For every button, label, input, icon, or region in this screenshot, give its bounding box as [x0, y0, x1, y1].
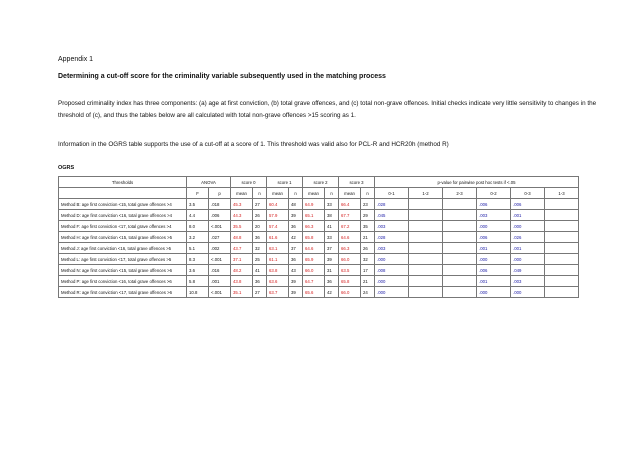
- pair-header: 0-3: [511, 188, 545, 199]
- score3-n: 26: [361, 243, 375, 254]
- score3-mean: 66.4: [339, 199, 361, 210]
- score3-mean: 67.2: [339, 221, 361, 232]
- score0-n: 26: [253, 210, 267, 221]
- score3-n: 21: [361, 232, 375, 243]
- score3-mean: 65.8: [339, 276, 361, 287]
- score0-n: 20: [253, 221, 267, 232]
- n-header: n: [361, 188, 375, 199]
- score1-mean: 57.4: [267, 221, 289, 232]
- posthoc-0-2: .000: [477, 254, 511, 265]
- score1-n: 39: [289, 276, 303, 287]
- score0-n: 32: [253, 243, 267, 254]
- posthoc-1-2: [409, 199, 443, 210]
- posthoc-2-3: [443, 232, 477, 243]
- posthoc-0-1: .008: [375, 265, 409, 276]
- score0-n: 36: [253, 276, 267, 287]
- table-row: [59, 287, 579, 298]
- posthoc-1-3: [545, 287, 579, 298]
- score0-n: 27: [253, 287, 267, 298]
- score1-n: 42: [289, 232, 303, 243]
- posthoc-1-3: [545, 210, 579, 221]
- table-row: [59, 199, 579, 210]
- score1-mean: 61.6: [267, 232, 289, 243]
- posthoc-0-2: .006: [477, 265, 511, 276]
- posthoc-1-2: [409, 210, 443, 221]
- n-header: n: [289, 188, 303, 199]
- score2-n: 37: [325, 243, 339, 254]
- posthoc-2-3: [443, 221, 477, 232]
- posthoc-0-2: .000: [477, 221, 511, 232]
- posthoc-1-3: [545, 254, 579, 265]
- posthoc-2-3: [443, 276, 477, 287]
- method-label: Method L: age first conviction <17, total grave offences >5: [59, 254, 187, 265]
- score3-n: 21: [361, 276, 375, 287]
- anova-header: ANOVA: [187, 177, 231, 188]
- score2-mean: 66.3: [303, 221, 325, 232]
- f-value: 8.0: [187, 221, 209, 232]
- appendix-heading: Appendix 1: [58, 56, 94, 63]
- score3-n: 24: [361, 287, 375, 298]
- info-paragraph: Information in the OGRS table supports the use of a cut-off at a score of 1. This threshold was valid also for PCL-R and HCR20h (method R): [58, 141, 449, 148]
- posthoc-0-2: .001: [477, 243, 511, 254]
- posthoc-0-3: .026: [511, 232, 545, 243]
- method-label: Method N: age first conviction <15, total grave offences >6: [59, 265, 187, 276]
- posthoc-0-3: .000: [511, 287, 545, 298]
- score0-mean: 35.5: [231, 221, 253, 232]
- table-row: [59, 265, 579, 276]
- score1-mean: 60.4: [267, 199, 289, 210]
- method-label: Method H: age first conviction <15, total grave offences >5: [59, 232, 187, 243]
- f-value: 3.5: [187, 199, 209, 210]
- f-value: 5.1: [187, 243, 209, 254]
- score2-n: 33: [325, 232, 339, 243]
- score1-mean: 63.6: [267, 276, 289, 287]
- score0-mean: 48.2: [231, 265, 253, 276]
- posthoc-2-3: [443, 210, 477, 221]
- method-label: Method D: age first conviction <16, total grave offences >4: [59, 210, 187, 221]
- posthoc-2-3: [443, 254, 477, 265]
- section-title: Determining a cut-off score for the criminality variable subsequently used in the matching process: [58, 73, 386, 80]
- posthoc-0-2: .006: [477, 199, 511, 210]
- score3-n: 32: [361, 254, 375, 265]
- posthoc-2-3: [443, 243, 477, 254]
- score0-mean: 43.7: [231, 243, 253, 254]
- p-value: .001: [209, 276, 231, 287]
- posthoc-1-3: [545, 265, 579, 276]
- score3-mean: 66.0: [339, 287, 361, 298]
- table-row: [59, 254, 579, 265]
- table-row: [59, 221, 579, 232]
- score0-n: 36: [253, 232, 267, 243]
- score0-mean: 43.8: [231, 276, 253, 287]
- score2-n: 42: [325, 287, 339, 298]
- p-value: .016: [209, 265, 231, 276]
- p-value: <.001: [209, 287, 231, 298]
- score2-mean: 65.8: [303, 232, 325, 243]
- posthoc-0-1: .000: [375, 254, 409, 265]
- score3-mean: 67.7: [339, 210, 361, 221]
- mean-header: mean: [267, 188, 289, 199]
- score0-mean: 35.1: [231, 287, 253, 298]
- score3-n: 23: [361, 199, 375, 210]
- f-value: 8.3: [187, 254, 209, 265]
- score3-n: 35: [361, 221, 375, 232]
- thresholds-header: Thresholds: [59, 177, 187, 188]
- method-label: Method F: age first conviction <17, total grave offences >4: [59, 221, 187, 232]
- score2-n: 31: [325, 265, 339, 276]
- posthoc-1-3: [545, 232, 579, 243]
- posthoc-0-1: .003: [375, 221, 409, 232]
- score1-n: 37: [289, 243, 303, 254]
- f-value: 3.2: [187, 232, 209, 243]
- posthoc-1-3: [545, 243, 579, 254]
- header-row-2: [59, 188, 579, 199]
- score3-mean: 66.3: [339, 243, 361, 254]
- score3-n: 17: [361, 265, 375, 276]
- score3-header: score 3: [339, 177, 375, 188]
- posthoc-2-3: [443, 287, 477, 298]
- table-row: [59, 243, 579, 254]
- posthoc-0-2: .003: [477, 210, 511, 221]
- score1-mean: 57.9: [267, 210, 289, 221]
- score2-mean: 66.0: [303, 265, 325, 276]
- empty-header: [59, 188, 187, 199]
- f-header: F: [187, 188, 209, 199]
- score0-header: score 0: [231, 177, 267, 188]
- score1-n: 43: [289, 265, 303, 276]
- table-row: [59, 232, 579, 243]
- posthoc-1-3: [545, 221, 579, 232]
- posthoc-0-3: .049: [511, 265, 545, 276]
- score3-mean: 64.6: [339, 232, 361, 243]
- table-row: [59, 210, 579, 221]
- p-value: .027: [209, 232, 231, 243]
- posthoc-0-3: .006: [511, 199, 545, 210]
- posthoc-2-3: [443, 199, 477, 210]
- score1-mean: 63.8: [267, 265, 289, 276]
- intro-paragraph: Proposed criminality index has three components: (a) age at first conviction, (b) total grave offences, and (c) total non-grave offences. Initial checks indicate very little sensitivity to changes in the threshold of (c), and thus the tables below are all calculated with total non-grave offences >15 scoring as 1.: [58, 100, 597, 119]
- header-row-1: [59, 177, 579, 188]
- ogrs-table: [58, 176, 579, 298]
- posthoc-1-2: [409, 243, 443, 254]
- posthoc-0-1: .045: [375, 210, 409, 221]
- score1-n: 36: [289, 221, 303, 232]
- score2-n: 39: [325, 254, 339, 265]
- f-value: 3.6: [187, 265, 209, 276]
- score0-n: 25: [253, 254, 267, 265]
- score1-n: 39: [289, 287, 303, 298]
- score0-mean: 48.8: [231, 232, 253, 243]
- score2-n: 38: [325, 210, 339, 221]
- posthoc-0-1: .000: [375, 276, 409, 287]
- score0-mean: 45.3: [231, 199, 253, 210]
- posthoc-1-2: [409, 276, 443, 287]
- score1-n: 39: [289, 210, 303, 221]
- score2-mean: 65.6: [303, 287, 325, 298]
- pair-header: 1-3: [545, 188, 579, 199]
- n-header: n: [253, 188, 267, 199]
- posthoc-0-3: .001: [511, 243, 545, 254]
- p-value: <.001: [209, 221, 231, 232]
- posthoc-0-2: .001: [477, 276, 511, 287]
- score2-n: 36: [325, 276, 339, 287]
- score1-mean: 63.1: [267, 243, 289, 254]
- posthoc-0-2: .000: [477, 287, 511, 298]
- method-label: Method P: age first conviction <16, total grave offences >6: [59, 276, 187, 287]
- posthoc-0-3: .001: [511, 210, 545, 221]
- score2-header: score 2: [303, 177, 339, 188]
- score1-mean: 63.7: [267, 287, 289, 298]
- posthoc-1-3: [545, 199, 579, 210]
- score2-mean: 64.6: [303, 243, 325, 254]
- method-label: Method R: age first conviction <17, total grave offences >6: [59, 287, 187, 298]
- mean-header: mean: [339, 188, 361, 199]
- score0-n: 41: [253, 265, 267, 276]
- pair-header: 0-2: [477, 188, 511, 199]
- p-value: <.001: [209, 254, 231, 265]
- pvalue-header: p-value for pairwise post hoc tests if <.05: [375, 177, 579, 188]
- score2-n: 33: [325, 199, 339, 210]
- posthoc-1-2: [409, 221, 443, 232]
- table-row: [59, 276, 579, 287]
- posthoc-1-2: [409, 254, 443, 265]
- posthoc-2-3: [443, 265, 477, 276]
- p-value: .002: [209, 243, 231, 254]
- score0-n: 27: [253, 199, 267, 210]
- score2-mean: 65.1: [303, 210, 325, 221]
- posthoc-0-1: .028: [375, 199, 409, 210]
- p-value: .006: [209, 210, 231, 221]
- posthoc-0-3: .003: [511, 276, 545, 287]
- score0-mean: 44.3: [231, 210, 253, 221]
- score3-mean: 63.5: [339, 265, 361, 276]
- score0-mean: 37.1: [231, 254, 253, 265]
- posthoc-1-2: [409, 287, 443, 298]
- mean-header: mean: [303, 188, 325, 199]
- p-header: p: [209, 188, 231, 199]
- score2-mean: 64.9: [303, 199, 325, 210]
- pair-header: 2-3: [443, 188, 477, 199]
- method-label: Method B: age first conviction <15, total grave offences >4: [59, 199, 187, 210]
- p-value: .018: [209, 199, 231, 210]
- f-value: 5.8: [187, 276, 209, 287]
- posthoc-0-1: .000: [375, 287, 409, 298]
- score3-mean: 66.0: [339, 254, 361, 265]
- score3-n: 29: [361, 210, 375, 221]
- posthoc-1-3: [545, 276, 579, 287]
- score1-n: 48: [289, 199, 303, 210]
- posthoc-0-1: .028: [375, 232, 409, 243]
- posthoc-1-2: [409, 265, 443, 276]
- score2-mean: 64.7: [303, 276, 325, 287]
- posthoc-0-1: .003: [375, 243, 409, 254]
- score2-mean: 65.9: [303, 254, 325, 265]
- table-body: [59, 199, 579, 298]
- method-label: Method J: age first conviction <16, total grave offences >5: [59, 243, 187, 254]
- score1-header: score 1: [267, 177, 303, 188]
- posthoc-1-2: [409, 232, 443, 243]
- pair-header: 1-2: [409, 188, 443, 199]
- posthoc-0-3: .000: [511, 221, 545, 232]
- mean-header: mean: [231, 188, 253, 199]
- score2-n: 41: [325, 221, 339, 232]
- f-value: 10.8: [187, 287, 209, 298]
- pair-header: 0-1: [375, 188, 409, 199]
- f-value: 4.4: [187, 210, 209, 221]
- posthoc-0-3: .000: [511, 254, 545, 265]
- table-caption: OGRS: [58, 165, 75, 171]
- posthoc-0-2: .006: [477, 232, 511, 243]
- score1-mean: 61.1: [267, 254, 289, 265]
- n-header: n: [325, 188, 339, 199]
- score1-n: 36: [289, 254, 303, 265]
